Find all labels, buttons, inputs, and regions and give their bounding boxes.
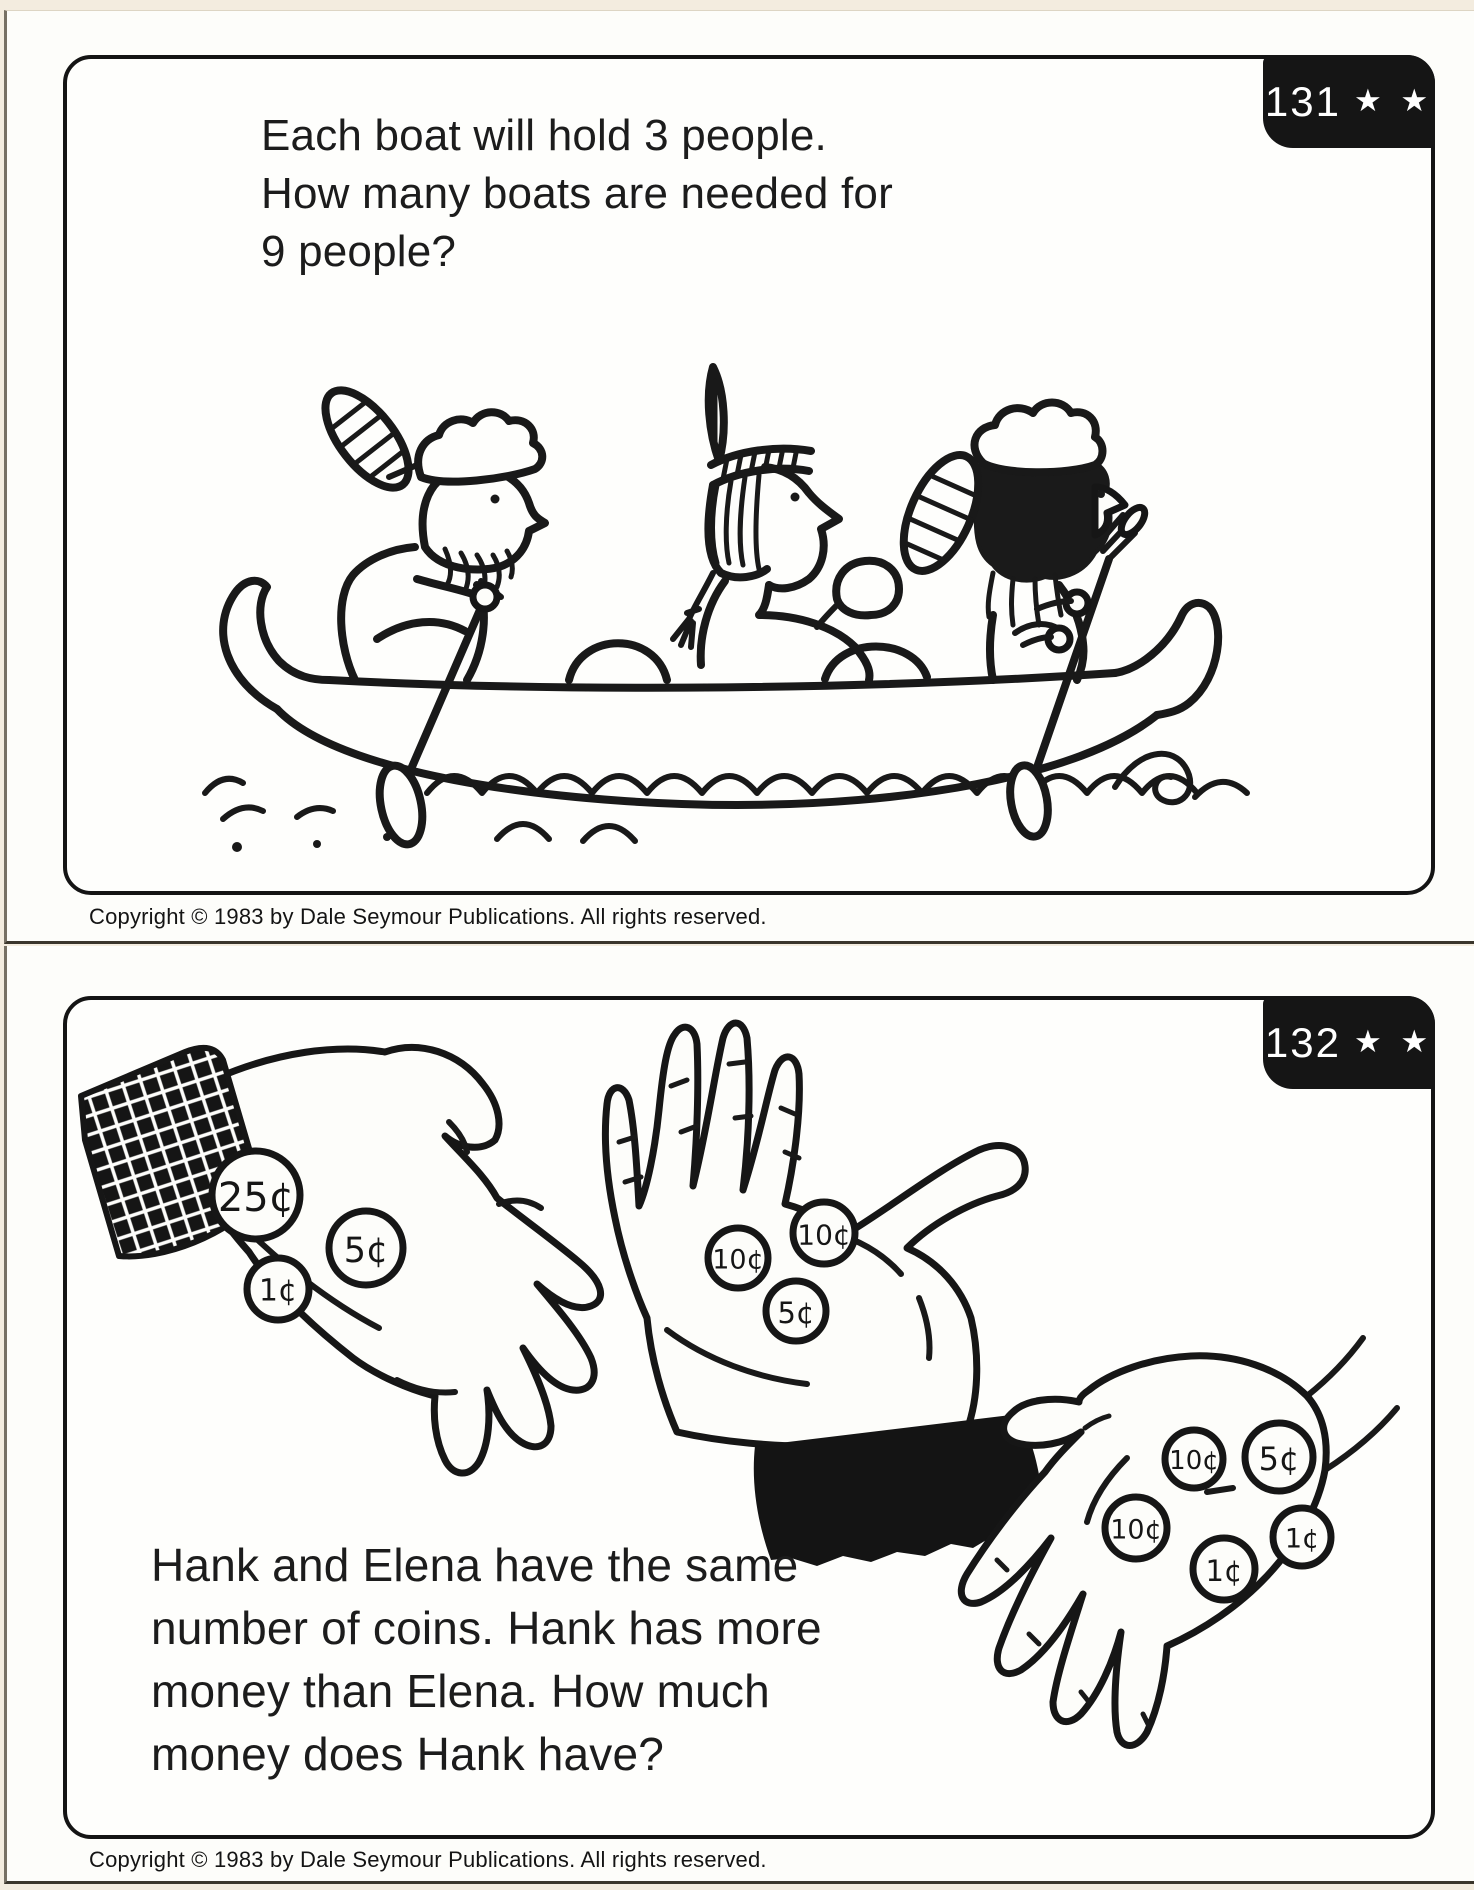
card-number: 131 bbox=[1264, 77, 1341, 125]
question-line: How many boats are needed for bbox=[261, 169, 893, 218]
coin-value: 25¢ bbox=[217, 1175, 295, 1221]
difficulty-stars-icon: ★ ★ bbox=[1353, 82, 1434, 118]
coin-value: 5¢ bbox=[343, 1231, 389, 1271]
card-number-badge bbox=[1263, 996, 1435, 1089]
middle-hand bbox=[605, 1023, 1042, 1566]
card-131-frame bbox=[63, 55, 1435, 895]
fur-cap bbox=[974, 403, 1102, 473]
coin-value: 1¢ bbox=[1205, 1554, 1243, 1588]
problem-card-131 bbox=[4, 10, 1474, 944]
coin-value: 1¢ bbox=[1284, 1523, 1320, 1555]
question-line: Each boat will hold 3 people. bbox=[261, 111, 827, 160]
question-line: 9 people? bbox=[261, 227, 457, 276]
coin-value: 5¢ bbox=[1258, 1440, 1300, 1478]
card-132-frame bbox=[63, 996, 1435, 1839]
problem-card-132 bbox=[4, 946, 1474, 1884]
canoe-illustration bbox=[177, 347, 1281, 853]
difficulty-stars-icon: ★ ★ bbox=[1353, 1023, 1434, 1059]
coin-value: 5¢ bbox=[777, 1296, 815, 1330]
question-line: Hank and Elena have the same bbox=[151, 1539, 799, 1591]
question-line: money than Elena. How much bbox=[151, 1665, 770, 1717]
question-text-132 bbox=[151, 1534, 822, 1786]
copyright-line: Copyright © 1983 by Dale Seymour Publications. All rights reserved. bbox=[89, 1847, 767, 1872]
question-line: number of coins. Hank has more bbox=[151, 1602, 822, 1654]
coin-value: 10¢ bbox=[1169, 1446, 1219, 1476]
card-number: 132 bbox=[1264, 1018, 1341, 1066]
card-number-badge bbox=[1263, 55, 1435, 148]
paddler-middle bbox=[673, 367, 899, 680]
right-hand bbox=[961, 1338, 1397, 1746]
left-hand bbox=[81, 1047, 601, 1473]
coin-value: 1¢ bbox=[258, 1273, 298, 1309]
fur-cap bbox=[418, 412, 542, 481]
question-line: money does Hank have? bbox=[151, 1728, 665, 1780]
coin-value: 10¢ bbox=[797, 1218, 851, 1252]
copyright-line: Copyright © 1983 by Dale Seymour Publications. All rights reserved. bbox=[89, 904, 767, 929]
question-text-131 bbox=[261, 107, 893, 281]
coin-value: 10¢ bbox=[1110, 1514, 1162, 1546]
raised-fist bbox=[836, 561, 899, 616]
hair-strokes bbox=[713, 475, 760, 569]
striped-feather bbox=[310, 377, 424, 502]
coin-value: 10¢ bbox=[712, 1244, 764, 1276]
